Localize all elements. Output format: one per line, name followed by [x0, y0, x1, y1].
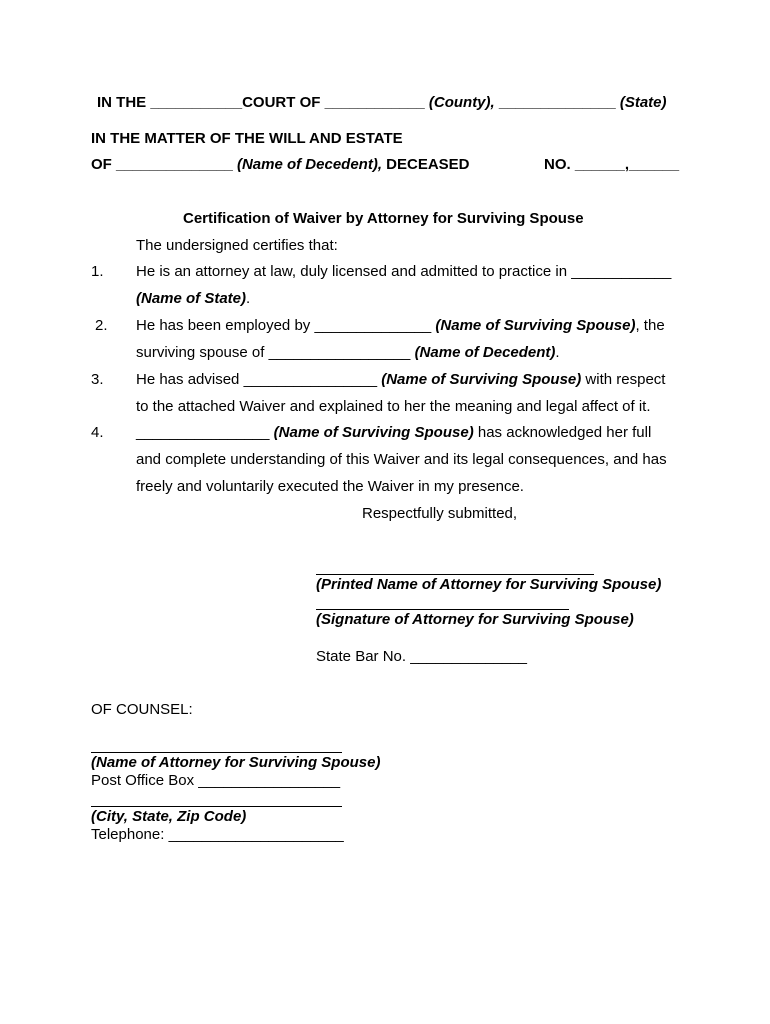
document-title: Certification of Waiver by Attorney for Surviving Spouse: [183, 210, 584, 227]
item-4-line-2: and complete understanding of this Waiver and its legal consequences, and has: [136, 451, 667, 468]
signature-line: [316, 609, 569, 610]
city-state-zip-label: (City, State, Zip Code): [91, 808, 247, 825]
item-number: 3.: [91, 371, 104, 388]
case-number: NO. ______,______: [544, 156, 680, 173]
item-2-line-2: surviving spouse of _________________ (Name of Decedent).: [136, 344, 560, 361]
caption-line-matter: IN THE MATTER OF THE WILL AND ESTATE: [91, 130, 403, 147]
attorney-name-label: (Name of Attorney for Surviving Spouse): [91, 754, 381, 771]
caption-line-court: IN THE ___________COURT OF ____________ (County), ______________ (State): [97, 94, 667, 111]
attorney-name-line: [91, 752, 342, 753]
intro-text: The undersigned certifies that:: [136, 237, 338, 254]
printed-name-line: [316, 574, 594, 575]
of-counsel-heading: OF COUNSEL:: [91, 701, 193, 718]
item-2-line-1: He has been employed by ______________ (Name of Surviving Spouse), the: [136, 317, 665, 334]
state-bar-number: State Bar No. ______________: [316, 648, 528, 665]
item-1-line-2: (Name of State).: [136, 290, 251, 307]
item-number: 1.: [91, 263, 104, 280]
item-number: 2.: [95, 317, 108, 334]
closing-text: Respectfully submitted,: [362, 505, 518, 522]
item-3-line-1: He has advised ________________ (Name of Surviving Spouse) with respect: [136, 371, 666, 388]
city-state-zip-line: [91, 806, 342, 807]
item-4-line-3: freely and voluntarily executed the Waiver in my presence.: [136, 478, 524, 495]
telephone: Telephone: _____________________: [91, 826, 344, 843]
post-office-box: Post Office Box _________________: [91, 772, 341, 789]
item-number: 4.: [91, 424, 104, 441]
item-3-line-2: to the attached Waiver and explained to her the meaning and legal affect of it.: [136, 398, 651, 415]
printed-name-label: (Printed Name of Attorney for Surviving Spouse): [316, 576, 662, 593]
signature-label: (Signature of Attorney for Surviving Spouse): [316, 611, 634, 628]
item-1-line-1: He is an attorney at law, duly licensed and admitted to practice in ____________: [136, 263, 672, 280]
caption-line-decedent: OF ______________ (Name of Decedent), DECEASED: [91, 156, 470, 173]
item-4-line-1: ________________ (Name of Surviving Spouse) has acknowledged her full: [136, 424, 652, 441]
